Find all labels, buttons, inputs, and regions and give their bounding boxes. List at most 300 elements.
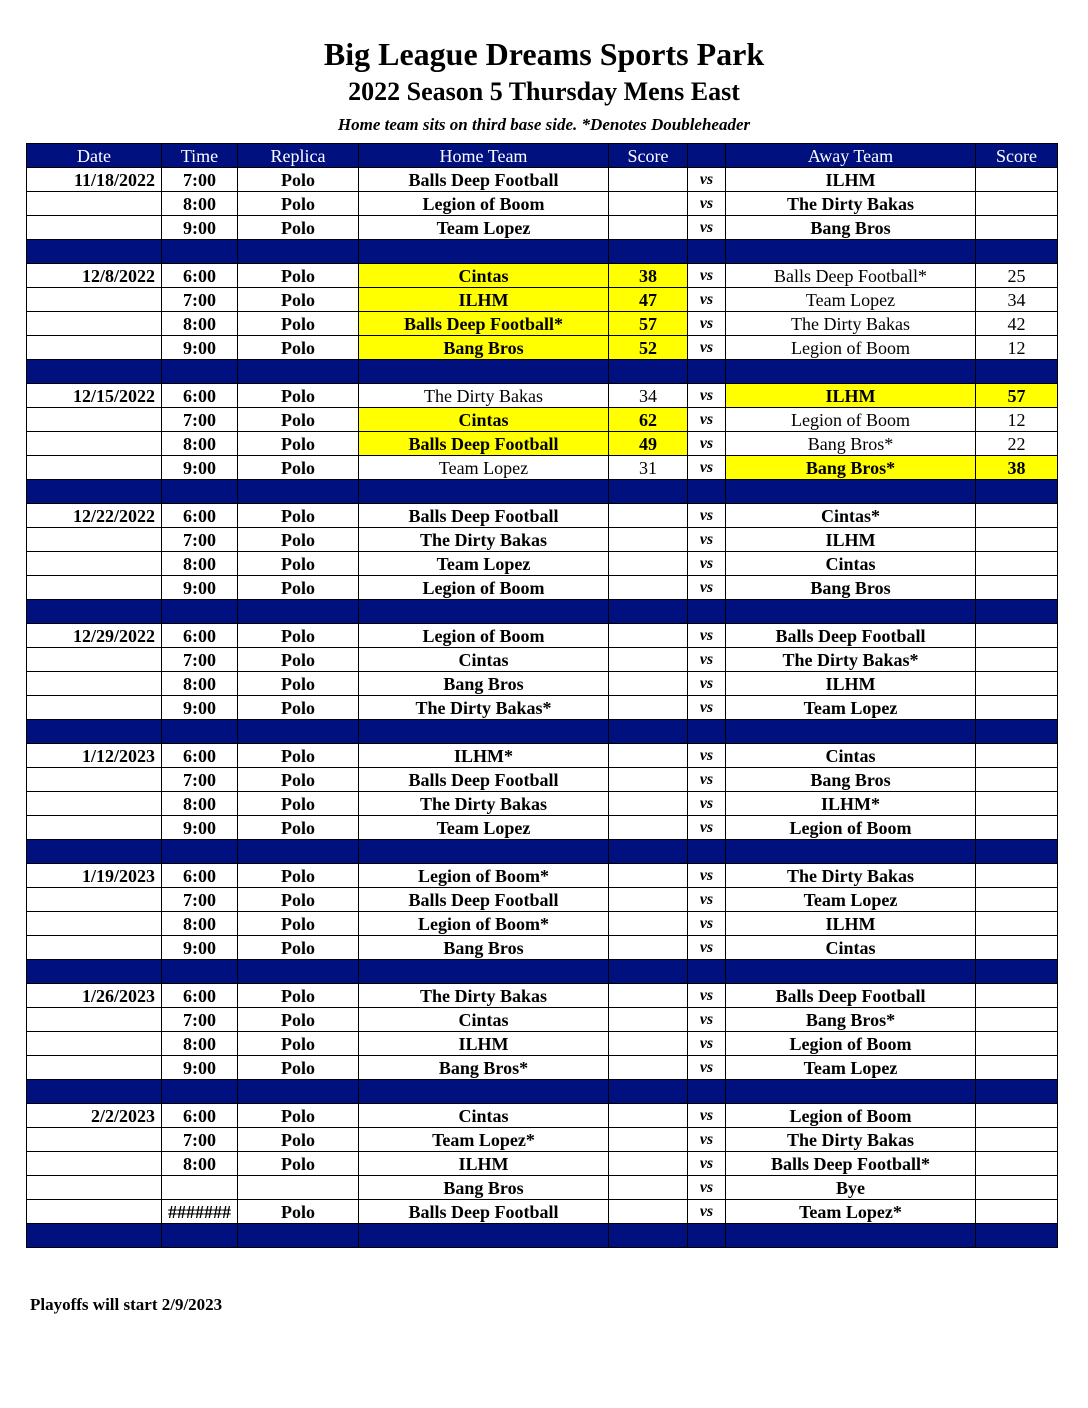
date-cell: 12/8/2022 [27, 264, 162, 288]
home-team-cell: Bang Bros [359, 672, 609, 696]
time-cell: 7:00 [162, 1008, 238, 1032]
home-team-cell: Team Lopez [359, 816, 609, 840]
away-score-cell [976, 528, 1058, 552]
home-team-cell: Bang Bros* [359, 1056, 609, 1080]
date-cell [27, 1056, 162, 1080]
table-row [27, 816, 1058, 840]
vs-cell: vs [688, 1104, 726, 1128]
vs-cell: vs [688, 864, 726, 888]
separator-cell [726, 1224, 976, 1248]
home-score-cell [609, 216, 688, 240]
table-row [27, 1176, 1058, 1200]
separator-cell [359, 960, 609, 984]
home-score-cell [609, 744, 688, 768]
replica-cell [238, 1176, 359, 1200]
separator-cell [27, 360, 162, 384]
vs-cell: vs [688, 504, 726, 528]
home-team-cell: Legion of Boom [359, 192, 609, 216]
away-team-cell: Balls Deep Football [726, 624, 976, 648]
away-score-cell [976, 552, 1058, 576]
home-score-cell: 52 [609, 336, 688, 360]
time-cell: 6:00 [162, 624, 238, 648]
playoffs-note: Playoffs will start 2/9/2023 [30, 1295, 223, 1314]
time-cell: 7:00 [162, 888, 238, 912]
date-cell [27, 432, 162, 456]
home-score-cell: 49 [609, 432, 688, 456]
away-score-cell [976, 984, 1058, 1008]
away-team-cell: ILHM [726, 672, 976, 696]
replica-cell: Polo [238, 456, 359, 480]
table-row [27, 528, 1058, 552]
home-score-cell [609, 528, 688, 552]
time-cell: 8:00 [162, 552, 238, 576]
separator-cell [359, 360, 609, 384]
separator-cell [609, 1080, 688, 1104]
separator-row [27, 1224, 1058, 1248]
away-team-cell: The Dirty Bakas [726, 1128, 976, 1152]
replica-cell: Polo [238, 864, 359, 888]
time-cell: 6:00 [162, 504, 238, 528]
time-cell: 8:00 [162, 912, 238, 936]
table-row [27, 648, 1058, 672]
col-header-date: Date [27, 144, 162, 168]
time-cell: 6:00 [162, 984, 238, 1008]
replica-cell: Polo [238, 312, 359, 336]
separator-cell [359, 1080, 609, 1104]
away-score-cell [976, 1056, 1058, 1080]
separator-cell [688, 1224, 726, 1248]
home-score-cell: 38 [609, 264, 688, 288]
time-cell: 8:00 [162, 1032, 238, 1056]
home-team-cell: Bang Bros [359, 1176, 609, 1200]
away-score-cell: 34 [976, 288, 1058, 312]
replica-cell: Polo [238, 792, 359, 816]
vs-cell: vs [688, 1032, 726, 1056]
separator-cell [162, 480, 238, 504]
home-score-cell [609, 1128, 688, 1152]
table-row [27, 456, 1058, 480]
home-score-cell [609, 984, 688, 1008]
table-row [27, 1056, 1058, 1080]
replica-cell: Polo [238, 912, 359, 936]
home-team-cell: Balls Deep Football [359, 168, 609, 192]
separator-cell [238, 720, 359, 744]
away-team-cell: Cintas [726, 552, 976, 576]
away-score-cell: 12 [976, 408, 1058, 432]
table-row [27, 744, 1058, 768]
away-score-cell [976, 744, 1058, 768]
vs-cell: vs [688, 456, 726, 480]
home-score-cell [609, 768, 688, 792]
date-cell [27, 336, 162, 360]
date-cell [27, 696, 162, 720]
time-cell: 6:00 [162, 264, 238, 288]
separator-cell [238, 960, 359, 984]
separator-cell [726, 600, 976, 624]
away-score-cell: 42 [976, 312, 1058, 336]
separator-cell [726, 720, 976, 744]
home-score-cell [609, 792, 688, 816]
separator-cell [726, 240, 976, 264]
separator-cell [162, 1080, 238, 1104]
table-row [27, 576, 1058, 600]
date-cell [27, 456, 162, 480]
home-score-cell [609, 504, 688, 528]
away-score-cell [976, 912, 1058, 936]
replica-cell: Polo [238, 432, 359, 456]
table-row [27, 432, 1058, 456]
separator-cell [238, 600, 359, 624]
away-score-cell [976, 816, 1058, 840]
table-row [27, 168, 1058, 192]
time-cell: 8:00 [162, 312, 238, 336]
separator-cell [162, 360, 238, 384]
separator-cell [162, 240, 238, 264]
replica-cell: Polo [238, 384, 359, 408]
replica-cell: Polo [238, 624, 359, 648]
away-score-cell [976, 624, 1058, 648]
home-team-cell: Team Lopez [359, 216, 609, 240]
table-row [27, 912, 1058, 936]
replica-cell: Polo [238, 888, 359, 912]
col-header-away-score: Score [976, 144, 1058, 168]
separator-cell [976, 480, 1058, 504]
date-cell: 1/12/2023 [27, 744, 162, 768]
date-cell [27, 672, 162, 696]
separator-cell [27, 1224, 162, 1248]
replica-cell: Polo [238, 744, 359, 768]
home-team-cell: The Dirty Bakas [359, 384, 609, 408]
away-team-cell: Bang Bros* [726, 456, 976, 480]
away-team-cell: Balls Deep Football [726, 984, 976, 1008]
date-cell: 12/29/2022 [27, 624, 162, 648]
time-cell [162, 1176, 238, 1200]
vs-cell: vs [688, 216, 726, 240]
separator-cell [609, 360, 688, 384]
replica-cell: Polo [238, 984, 359, 1008]
date-cell [27, 648, 162, 672]
replica-cell: Polo [238, 648, 359, 672]
separator-cell [238, 240, 359, 264]
separator-cell [976, 960, 1058, 984]
date-cell [27, 1200, 162, 1224]
away-score-cell [976, 1176, 1058, 1200]
away-score-cell [976, 936, 1058, 960]
away-score-cell [976, 1104, 1058, 1128]
home-team-cell: Balls Deep Football [359, 504, 609, 528]
table-row [27, 696, 1058, 720]
table-row [27, 624, 1058, 648]
table-row [27, 1200, 1058, 1224]
home-team-cell: The Dirty Bakas [359, 528, 609, 552]
home-team-cell: Balls Deep Football [359, 1200, 609, 1224]
table-header-row [27, 144, 1058, 168]
date-cell: 11/18/2022 [27, 168, 162, 192]
away-team-cell: Balls Deep Football* [726, 1152, 976, 1176]
time-cell: 6:00 [162, 744, 238, 768]
home-team-cell: Legion of Boom [359, 624, 609, 648]
table-row [27, 408, 1058, 432]
away-score-cell: 25 [976, 264, 1058, 288]
separator-cell [976, 1224, 1058, 1248]
table-row [27, 336, 1058, 360]
separator-cell [162, 840, 238, 864]
home-team-cell: Team Lopez [359, 552, 609, 576]
replica-cell: Polo [238, 528, 359, 552]
home-team-cell: Team Lopez* [359, 1128, 609, 1152]
away-team-cell: Legion of Boom [726, 816, 976, 840]
date-cell [27, 1032, 162, 1056]
separator-cell [688, 1080, 726, 1104]
col-header-time: Time [162, 144, 238, 168]
table-row [27, 216, 1058, 240]
table-row [27, 936, 1058, 960]
home-score-cell [609, 576, 688, 600]
away-team-cell: Bang Bros [726, 576, 976, 600]
replica-cell: Polo [238, 504, 359, 528]
replica-cell: Polo [238, 696, 359, 720]
away-score-cell [976, 672, 1058, 696]
date-cell [27, 888, 162, 912]
away-team-cell: Cintas [726, 936, 976, 960]
table-row [27, 552, 1058, 576]
table-row [27, 1008, 1058, 1032]
separator-row [27, 360, 1058, 384]
vs-cell: vs [688, 552, 726, 576]
separator-cell [688, 960, 726, 984]
time-cell: 8:00 [162, 1152, 238, 1176]
schedule-table [26, 143, 1058, 1248]
away-team-cell: Bang Bros* [726, 1008, 976, 1032]
separator-cell [238, 840, 359, 864]
date-cell [27, 912, 162, 936]
time-cell: 9:00 [162, 456, 238, 480]
time-cell: 9:00 [162, 816, 238, 840]
vs-cell: vs [688, 984, 726, 1008]
home-team-cell: Bang Bros [359, 336, 609, 360]
home-team-cell: ILHM* [359, 744, 609, 768]
replica-cell: Polo [238, 1128, 359, 1152]
separator-cell [688, 360, 726, 384]
away-score-cell [976, 1152, 1058, 1176]
table-row [27, 792, 1058, 816]
separator-cell [359, 840, 609, 864]
away-score-cell [976, 864, 1058, 888]
replica-cell: Polo [238, 1032, 359, 1056]
separator-cell [238, 1080, 359, 1104]
away-team-cell: The Dirty Bakas [726, 192, 976, 216]
separator-cell [359, 240, 609, 264]
date-cell: 2/2/2023 [27, 1104, 162, 1128]
away-team-cell: The Dirty Bakas [726, 312, 976, 336]
replica-cell: Polo [238, 936, 359, 960]
vs-cell: vs [688, 1200, 726, 1224]
separator-row [27, 840, 1058, 864]
vs-cell: vs [688, 432, 726, 456]
away-team-cell: ILHM [726, 168, 976, 192]
vs-cell: vs [688, 1152, 726, 1176]
vs-cell: vs [688, 792, 726, 816]
home-score-cell: 31 [609, 456, 688, 480]
vs-cell: vs [688, 288, 726, 312]
away-score-cell: 12 [976, 336, 1058, 360]
home-score-cell [609, 648, 688, 672]
date-cell [27, 936, 162, 960]
vs-cell: vs [688, 576, 726, 600]
table-row [27, 1104, 1058, 1128]
time-cell: 6:00 [162, 384, 238, 408]
replica-cell: Polo [238, 192, 359, 216]
separator-cell [976, 1080, 1058, 1104]
separator-row [27, 960, 1058, 984]
separator-cell [609, 840, 688, 864]
away-score-cell: 57 [976, 384, 1058, 408]
vs-cell: vs [688, 672, 726, 696]
away-score-cell: 38 [976, 456, 1058, 480]
schedule-body [27, 168, 1058, 1248]
away-team-cell: Bye [726, 1176, 976, 1200]
home-team-cell: ILHM [359, 1152, 609, 1176]
time-cell: 9:00 [162, 1056, 238, 1080]
table-row [27, 504, 1058, 528]
date-cell [27, 1128, 162, 1152]
replica-cell: Polo [238, 816, 359, 840]
away-team-cell: Cintas* [726, 504, 976, 528]
separator-cell [359, 720, 609, 744]
time-cell: ####### [162, 1200, 238, 1224]
date-cell: 12/22/2022 [27, 504, 162, 528]
separator-cell [688, 240, 726, 264]
separator-cell [27, 720, 162, 744]
away-team-cell: ILHM [726, 384, 976, 408]
away-team-cell: Legion of Boom [726, 1104, 976, 1128]
time-cell: 7:00 [162, 288, 238, 312]
separator-cell [162, 960, 238, 984]
time-cell: 8:00 [162, 792, 238, 816]
away-team-cell: Legion of Boom [726, 336, 976, 360]
away-team-cell: ILHM [726, 912, 976, 936]
separator-row [27, 720, 1058, 744]
date-cell: 1/19/2023 [27, 864, 162, 888]
date-cell [27, 408, 162, 432]
away-score-cell: 22 [976, 432, 1058, 456]
home-team-cell: Cintas [359, 408, 609, 432]
vs-cell: vs [688, 1128, 726, 1152]
time-cell: 7:00 [162, 408, 238, 432]
table-row [27, 1128, 1058, 1152]
home-score-cell: 34 [609, 384, 688, 408]
time-cell: 9:00 [162, 576, 238, 600]
separator-row [27, 1080, 1058, 1104]
vs-cell: vs [688, 624, 726, 648]
table-row [27, 288, 1058, 312]
home-team-cell: Balls Deep Football [359, 432, 609, 456]
away-team-cell: Bang Bros [726, 216, 976, 240]
home-team-cell: Cintas [359, 1104, 609, 1128]
separator-cell [609, 720, 688, 744]
away-score-cell [976, 696, 1058, 720]
page-subtitle: 2022 Season 5 Thursday Mens East [348, 77, 740, 106]
away-team-cell: ILHM [726, 528, 976, 552]
time-cell: 6:00 [162, 864, 238, 888]
separator-cell [688, 480, 726, 504]
away-team-cell: Team Lopez [726, 1056, 976, 1080]
vs-cell: vs [688, 264, 726, 288]
vs-cell: vs [688, 1056, 726, 1080]
table-row [27, 264, 1058, 288]
away-score-cell [976, 792, 1058, 816]
col-header-vs [688, 144, 726, 168]
time-cell: 8:00 [162, 672, 238, 696]
separator-cell [976, 720, 1058, 744]
separator-cell [27, 240, 162, 264]
away-score-cell [976, 576, 1058, 600]
date-cell [27, 192, 162, 216]
separator-cell [27, 960, 162, 984]
home-score-cell [609, 912, 688, 936]
date-cell [27, 576, 162, 600]
home-team-cell: Balls Deep Football [359, 888, 609, 912]
separator-cell [976, 240, 1058, 264]
date-cell [27, 792, 162, 816]
schedule-note: Home team sits on third base side. *Denotes Doubleheader [337, 115, 751, 134]
time-cell: 9:00 [162, 336, 238, 360]
away-score-cell [976, 648, 1058, 672]
home-score-cell [609, 192, 688, 216]
replica-cell: Polo [238, 1104, 359, 1128]
home-team-cell: ILHM [359, 1032, 609, 1056]
date-cell [27, 216, 162, 240]
separator-cell [162, 600, 238, 624]
date-cell: 1/26/2023 [27, 984, 162, 1008]
home-score-cell [609, 1176, 688, 1200]
away-score-cell [976, 1128, 1058, 1152]
date-cell [27, 288, 162, 312]
home-score-cell [609, 624, 688, 648]
replica-cell: Polo [238, 1200, 359, 1224]
away-team-cell: The Dirty Bakas* [726, 648, 976, 672]
replica-cell: Polo [238, 216, 359, 240]
away-team-cell: ILHM* [726, 792, 976, 816]
home-team-cell: Balls Deep Football* [359, 312, 609, 336]
table-row [27, 192, 1058, 216]
home-team-cell: Legion of Boom [359, 576, 609, 600]
separator-cell [688, 600, 726, 624]
vs-cell: vs [688, 936, 726, 960]
date-cell [27, 1152, 162, 1176]
home-team-cell: The Dirty Bakas [359, 792, 609, 816]
time-cell: 7:00 [162, 168, 238, 192]
time-cell: 9:00 [162, 696, 238, 720]
home-score-cell [609, 696, 688, 720]
away-team-cell: Team Lopez [726, 888, 976, 912]
vs-cell: vs [688, 1008, 726, 1032]
home-team-cell: Legion of Boom* [359, 864, 609, 888]
away-team-cell: Team Lopez [726, 696, 976, 720]
vs-cell: vs [688, 696, 726, 720]
home-team-cell: Balls Deep Football [359, 768, 609, 792]
time-cell: 7:00 [162, 1128, 238, 1152]
separator-cell [238, 480, 359, 504]
time-cell: 7:00 [162, 768, 238, 792]
time-cell: 8:00 [162, 432, 238, 456]
col-header-away-team: Away Team [726, 144, 976, 168]
away-team-cell: Team Lopez [726, 288, 976, 312]
separator-cell [726, 360, 976, 384]
replica-cell: Polo [238, 264, 359, 288]
home-score-cell [609, 1104, 688, 1128]
home-score-cell: 47 [609, 288, 688, 312]
